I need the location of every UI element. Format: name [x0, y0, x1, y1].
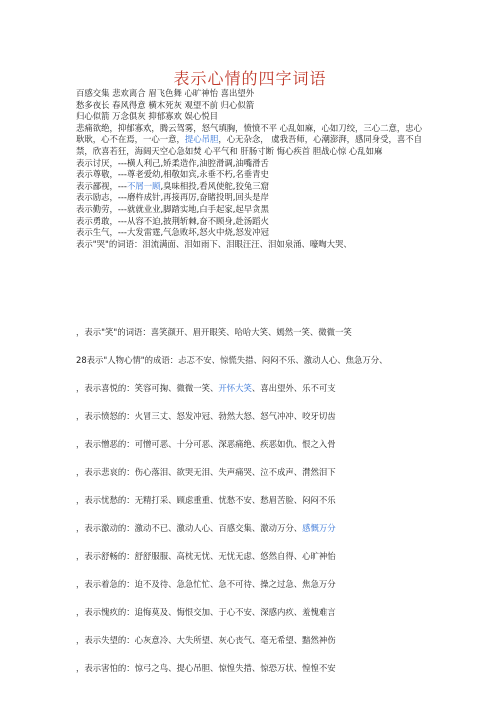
text-line: 表示"哭"的词语：泪流满面、泪如雨下、泪眼汪汪、泪如泉涌、嚎啕大哭、	[76, 238, 352, 249]
text-line: 表示生气，---大发雷霆,气急败坏,怒火中烧,怒发冲冠	[76, 227, 269, 238]
text-line: 表示尊敬，---尊老爱幼,相敬如宾,永垂不朽,名垂青史	[76, 169, 269, 180]
list-item: ，表示悲哀的：伤心落泪、欲哭无泪、失声痛哭、泣不成声、潸然泪下	[76, 467, 336, 477]
list-item	[76, 382, 336, 394]
item-text: 、喜出望外、乐不可支	[251, 383, 336, 393]
text-line	[76, 181, 426, 193]
text-line: 表示勤劳，---就就业业,脚踏实地,白手起家,起早贪黑	[76, 203, 269, 214]
list-item: ，表示愤怒的：火冒三丈、怒发冲冠、勃然大怒、怒气冲冲、咬牙切齿	[76, 411, 336, 421]
list-item: ，表示愧疚的：追悔莫及、悔恨交加、于心不安、深感内疚、羞愧难言	[76, 607, 336, 617]
paragraph-text: 悲痛欲绝，抑郁寡欢，腾云驾雾，怒气填胸，愤愤不平 心乱如麻，心如刀绞，三心二意，忠心耿耿，心不在焉，一心一意，	[76, 122, 423, 145]
item-text: ，表示喜悦的：笑容可掬、微微一笑、	[76, 383, 219, 393]
highlight-link[interactable]: 提心吊胆	[184, 134, 219, 145]
paragraph	[76, 123, 426, 158]
text-line: 百感交集 悲欢离合 眉飞色舞 心旷神怡 喜出望外	[76, 88, 255, 98]
item-text: ，表示激动的：激动不已、激动人心、百感交集、激动万分、	[76, 523, 303, 533]
list-item: 28表示"人物心情"的成语：忐忑不安、惊慌失措、闷闷不乐、激动人心、焦急万分、	[76, 355, 388, 365]
text-line: 愁多夜长 春风得意 横木死灰 观望不前 归心似箭	[76, 99, 255, 110]
text-line: 归心似箭 万念俱灰 抑郁寡欢 娱心悦目	[76, 111, 218, 122]
list-item: ，表示着急的：迫不及待、急急忙忙、急不可待、操之过急、焦急万分	[76, 579, 336, 589]
list-item: ，表示失望的：心灰意冷、大失所望、灰心丧气、毫无希望、黯然神伤	[76, 635, 336, 645]
line-suffix: ,臭味相投,看风使舵,狡兔三窟	[160, 180, 269, 191]
list-item: ，表示害怕的：惊弓之鸟、提心吊胆、惊惶失措、惊恐万状、惶惶不安	[76, 663, 336, 673]
content-block	[76, 88, 426, 250]
line-prefix: 表示鄙视，---	[76, 180, 127, 191]
text-line: 表示励志，---磨杵成针,再接再厉,奋睹投明,回头是岸	[76, 192, 269, 203]
list-item: ，表示忧愁的：无精打采、顾虑重重、忧愁不安、愁眉苦脸、闷闷不乐	[76, 495, 336, 505]
list-item: ，表示憎恶的：可憎可恶、十分可恶、深恶痛绝、疾恶如仇、恨之入骨	[76, 439, 336, 449]
list-item	[76, 522, 336, 534]
list-item: ，表示"笑"的词语：喜笑颜开、眉开眼笑、哈哈大笑、嫣然一笑、微微一笑	[76, 327, 352, 337]
text-line: 表示勇敢，---从容不迫,披荆斩棘,奋不顾身,赴汤蹈火	[76, 215, 269, 226]
paragraph-text: ，心无杂念， 虞我吾师，心潮澎湃，感同身受，喜不自禁，欣喜若狂，海阔天空心急如焚 心平气和 肝肠寸断 悔心疾首 胆战心惊 心乱如麻	[76, 134, 423, 156]
page-title: 表示心情的四字词语	[173, 69, 327, 88]
highlight-link[interactable]: 感慨万分	[302, 523, 336, 533]
highlight-link[interactable]: 开怀大笑	[218, 383, 252, 393]
text-line: 表示讨厌，---横人利己,矫柔造作,油腔滑调,油嘴滑舌	[76, 157, 269, 168]
list-item: ，表示舒畅的：舒舒服服、高枕无忧、无忧无虑、悠然自得、心旷神怡	[76, 551, 336, 561]
highlight-link[interactable]: 不屑一顾	[126, 180, 161, 191]
